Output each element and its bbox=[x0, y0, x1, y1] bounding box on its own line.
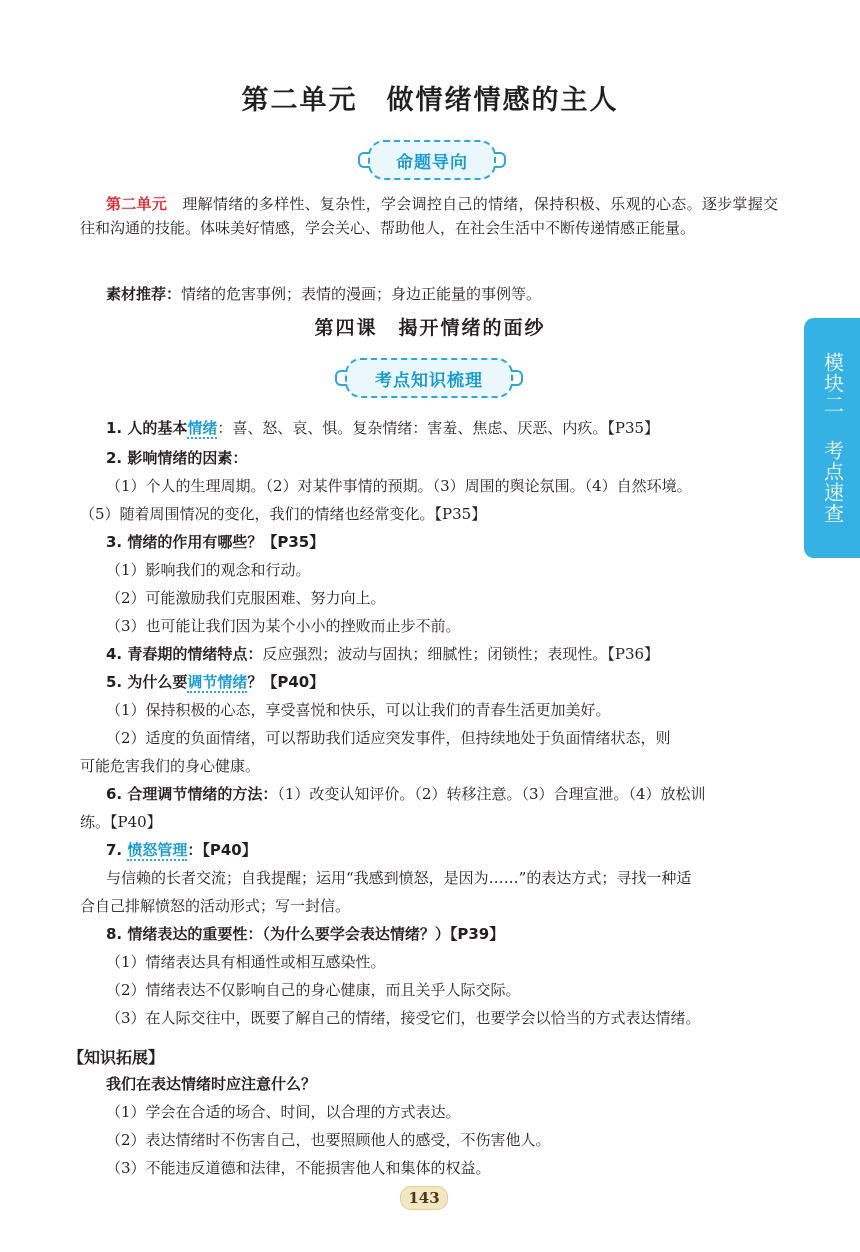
extension-line-3: （3）不能违反道德和法律，不能损害他人和集体的权益。 bbox=[106, 1159, 491, 1177]
item-5-line-2a: （2）适度的负面情绪，可以帮助我们适应突发事件，但持续地处于负面情绪状态，则 bbox=[106, 729, 671, 747]
item-7-title bbox=[106, 838, 806, 862]
extension-line-1: （1）学会在合适的场合、时间，以合理的方式表达。 bbox=[106, 1103, 461, 1121]
item-6-text: （1）改变认知评价。（2）转移注意。（3）合理宣泄。（4）放松训 bbox=[277, 785, 706, 803]
item-2-line-1: （1）个人的生理周期。（2）对某件事情的预期。（3）周围的舆论氛围。（4）自然环境。 bbox=[106, 477, 692, 495]
extension-line-2: （2）表达情绪时不伤害自己，也要照顾他人的感受，不伤害他人。 bbox=[106, 1131, 551, 1149]
item-8-line-2: （2）情绪表达不仅影响自己的身心健康，而且关乎人际交际。 bbox=[106, 981, 521, 999]
extension-title: 【知识拓展】 bbox=[68, 1048, 165, 1067]
lesson-title: 第四课 揭开情绪的面纱 bbox=[314, 317, 546, 339]
badge-label: 命题导向 bbox=[396, 152, 468, 173]
item-3-title: 3. 情绪的作用有哪些？【P35】 bbox=[106, 533, 325, 551]
item-5-title bbox=[106, 670, 806, 694]
item-5-line-2b: 可能危害我们的身心健康。 bbox=[80, 757, 261, 775]
section-badge-proposition bbox=[368, 140, 496, 180]
material-text: 情绪的危害事例；表情的漫画；身边正能量的事例等。 bbox=[181, 285, 542, 303]
term-regulate-emotion: 调节情绪 bbox=[187, 673, 248, 691]
item-1-text: ：喜、怒、哀、惧。复杂情绪：害羞、焦虑、厌恶、内疚。【P35】 bbox=[217, 419, 660, 437]
page-number: 143 bbox=[400, 1186, 448, 1210]
item-7-line-b: 合自己排解愤怒的活动形式；写一封信。 bbox=[80, 897, 351, 915]
material-label: 素材推荐： bbox=[106, 285, 182, 303]
unit-title: 第二单元 做情绪情感的主人 bbox=[241, 85, 619, 116]
item-5-suffix: ？【P40】 bbox=[247, 673, 325, 691]
item-6-line-b: 练。【P40】 bbox=[80, 813, 162, 831]
item-8-line-1: （1）情绪表达具有相通性或相互感染性。 bbox=[106, 953, 386, 971]
item-3-line-3: （3）也可能让我们因为某个小小的挫败而止步不前。 bbox=[106, 617, 461, 635]
intro-text: 理解情绪的多样性、复杂性，学会调控自己的情绪，保持积极、乐观的心态。逐步掌握交往和沟通的技能。体味美好情感，学会关心、帮助他人，在社会生活中不断传递情感正能量。 bbox=[80, 195, 778, 237]
item-3-line-2: （2）可能激励我们克服困难、努力向上。 bbox=[106, 589, 386, 607]
material-recommend bbox=[106, 282, 806, 306]
item-3-line-1: （1）影响我们的观念和行动。 bbox=[106, 561, 311, 579]
item-7-suffix: ：【P40】 bbox=[187, 841, 257, 859]
side-tab-module: 模块二 考点速查 bbox=[804, 318, 860, 558]
item-6 bbox=[106, 782, 806, 806]
item-2-line-2: （5）随着周围情况的变化，我们的情绪也经常变化。【P35】 bbox=[80, 505, 487, 523]
badge-label: 考点知识梳理 bbox=[375, 370, 483, 391]
item-4 bbox=[106, 642, 806, 666]
item-5-prefix: 5. 为什么要 bbox=[106, 673, 188, 691]
item-8-line-3: （3）在人际交往中，既要了解自己的情绪，接受它们，也要学会以恰当的方式表达情绪。 bbox=[106, 1009, 701, 1027]
item-1-prefix: 1. 人的基本 bbox=[106, 419, 188, 437]
item-8-title: 8. 情绪表达的重要性：（为什么要学会表达情绪？）【P39】 bbox=[106, 925, 505, 943]
term-anger-management: 愤怒管理 bbox=[127, 841, 188, 859]
item-4-title: 4. 青春期的情绪特点： bbox=[106, 645, 263, 663]
item-7-prefix: 7. bbox=[106, 841, 128, 859]
unit-intro bbox=[80, 192, 778, 240]
item-6-title: 6. 合理调节情绪的方法： bbox=[106, 785, 278, 803]
intro-label: 第二单元 bbox=[106, 195, 168, 213]
item-4-text: 反应强烈；波动与固执；细腻性；闭锁性；表现性。【P36】 bbox=[262, 645, 660, 663]
section-badge-knowledge bbox=[345, 358, 513, 398]
item-2-title: 2. 影响情绪的因素： bbox=[106, 449, 248, 467]
term-emotion: 情绪 bbox=[187, 419, 218, 437]
item-1 bbox=[106, 416, 806, 440]
item-5-line-1: （1）保持积极的心态，享受喜悦和快乐，可以让我们的青春生活更加美好。 bbox=[106, 701, 611, 719]
item-7-line-a: 与信赖的长者交流；自我提醒；运用“我感到愤怒，是因为……”的表达方式；寻找一种适 bbox=[106, 869, 692, 887]
extension-question: 我们在表达情绪时应注意什么？ bbox=[106, 1075, 317, 1093]
